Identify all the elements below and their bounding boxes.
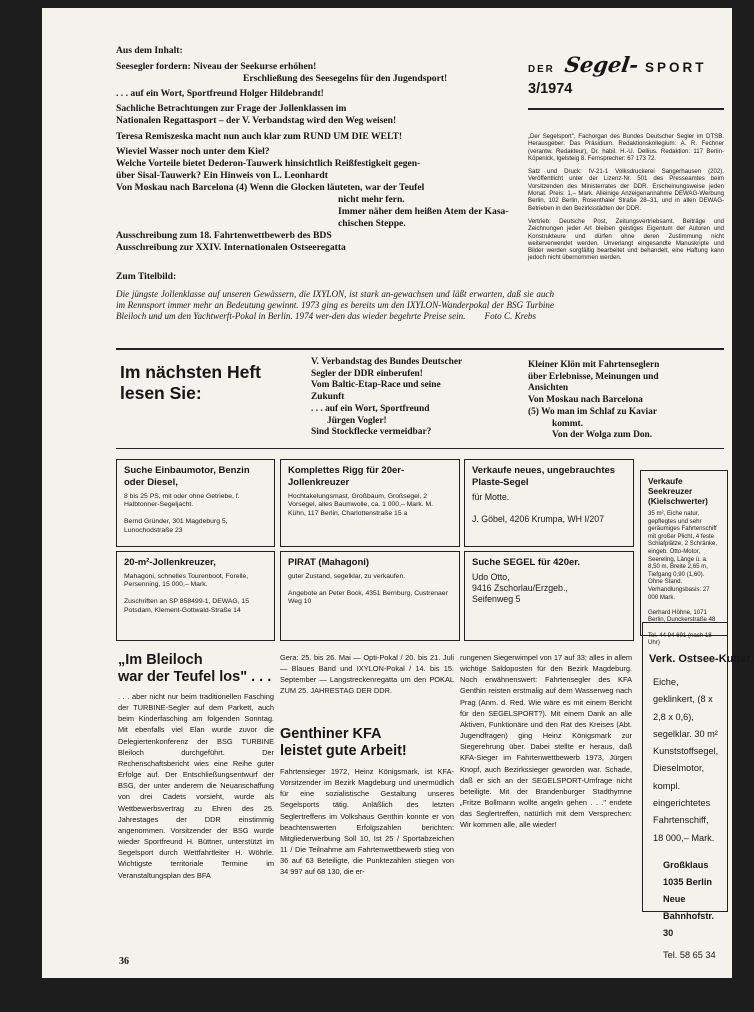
table-of-contents [116, 45, 552, 255]
imprint [528, 133, 724, 262]
next-issue-heading: Im nächsten Heft lesen Sie: [120, 362, 261, 403]
ads-top-rule [116, 448, 724, 449]
toc-line: Ausschreibung zur XXIV. Internationalen Ostseeregatta [116, 242, 346, 254]
ad-jollenkreuzer: 20-m²-Jollenkreuzer, Mahagoni, schnelles Tourenboot, Forelle, Persenning, 15 000,– Mark. Zuschriften an SP 858499-1, DEWAG, 15 Potsdam, Klement-Gottwald-Straße 14 [116, 551, 275, 641]
toc-line: Immer näher dem heißen Atem der Kasa- [338, 206, 509, 218]
ad-einbaumotor: Suche Einbaumotor, Benzin oder Diesel, 8 bis 25 PS, mit oder ohne Getriebe, f. Halbtonner-Segeljacht. Bernd Gründer, 301 Magdeburg 5, Lunochodstraße 23 [116, 459, 275, 547]
toc-line: nicht mehr fern. [338, 194, 405, 206]
imprint-publisher: „Der Segelsport", Fachorgan des Bundes Deutscher Segler im DTSB. Herausgeber: Das Präsidium. Redaktionskollegium: A. R. Fechner (verantw. Redakteur), Dr. habil. H.-U. Dellius. Redaktion: 117 Berlin-Köpenick, Igelsteig 8. Fernsprecher: 67 173 72. [528, 133, 724, 162]
ad-komplettes-rigg: Komplettes Rigg für 20er-Jollenkreuzer Hochtakelungsmast, Großbaum, Großsegel, 2 Vorsegel, alles Baumwolle, ca. 1 000,– Mark. M. Kühn, 117 Berlin, Charlottenstraße 15 a [280, 459, 460, 547]
cover-caption-text: Die jüngste Jollenklasse auf unseren Gewässern, die IXYLON, ist stark an-gewachsen und läßt erwarten, daß sie auch im Rennsport immer mehr an Bedeutung gewinnt. 1973 ging es bereits um den IXYLON-Wanderpokal der BSG Turbine Bleiloch und um den Yachtwerft-Pokal in Berlin. 1974 wer-den das wieder begehrte Preise sein. Foto C. Krebs [116, 289, 554, 321]
toc-heading: Aus dem Inhalt: [116, 45, 183, 56]
toc-line: Von Moskau nach Barcelona [116, 181, 234, 193]
ad-ostsee-kutter: Verk. Ostsee-Kutter, Eiche, geklinkert, (8 x 2,8 x 0,6), segelklar. 30 m² Kunststoffsegel, Dieselmotor, kompl. eingerichtetes Fahrtenschiff, 18 000,– Mark. Großklaus 1035 Berlin Neue Bahnhofstr. 30 Tel. 58 65 34 [642, 622, 728, 912]
article-genthin-title: Genthiner KFA leistet gute Arbeit! [280, 726, 407, 759]
masthead-der: DER [528, 64, 555, 75]
page-number: 36 [119, 956, 129, 967]
toc-line: über Sisal-Tauwerk? Ein Hinweis von L. Leonhardt [116, 169, 328, 181]
issue-number: 3/1974 [528, 81, 573, 97]
toc-line: Teresa Remiszeska macht nun auch klar zum RUND UM DIE WELT! [116, 130, 403, 142]
imprint-distribution: Vertrieb: Deutsche Post, Zeitungsvertriebsamt. Beiträge und Zeichnungen jeder Art bleiben geistiges Eigentum der Autoren und Konstrukteure und dürfen ohne deren Zustimmung nicht weiterverwendet werden. Unverlangt eingesandte Manuskripte und Bilder werden sorgfältig bearbeitet und behandelt, eine Haftung kann jedoch nicht übernommen werden. [528, 217, 724, 262]
magazine-page [42, 8, 754, 978]
article-genthin-text: Fahrtensieger 1972, Heinz Königsmark, ist KFA-Vorsitzender im Bezirk Magdeburg und unermüdlich für eine sozialistische Gestaltung unseres Segelsports tätig. Anläßlich des letzten Seglertreffens im Volkshaus Genthin konnte er von beachtenswerten Erfolgszahlen berichten: Mitgliederwerbung Soll 10, Ist 25 / Sportabzeichen 11 / Die Teilnahme am Fahrtenwettbewerb stieg von 36 auf 63 Beteiligte, die Punktezahlen stiegen von 34 997 auf 68 130, die er- [280, 767, 454, 877]
next-issue-list-a: V. Verbandstag des Bundes Deutscher Segler der DDR einberufen! Vom Baltic-Etap-Race und seine Zukunft . . . auf ein Wort, Sportfreund Jürgen Vogler! Sind Stockflecke vermeidbar? [311, 357, 463, 438]
toc-line: Seesegler fordern: Niveau der Seekurse erhöhen! [116, 61, 317, 73]
toc-number: (4) [235, 181, 248, 193]
article-genthin-continued: rungenen Siegerwimpel von 17 auf 33; alles in allem wichtige Saldoposten für den Bezirk Magdeburg. Noch erwähnenswert: Fahrtensegler des KFA Genthin reisten erstmalig auf dem Wasserweg nach Prag (Anm. d. Red. Wie wäre es mit einem Bericht für den SEGELSPORT?). Mit einem Dank an alle Aktiven, Funktionäre und den Rat des Kreises (Abt. Jugendfragen) ging Heinz Königsmark zur Siegerehrung über. Dabei stellte er heraus, daß KFA-Sieger im Fahrtenwettbewerb 1973, Jürgen Knopf, auch Bezirkssieger geworden war. Schade, daß er sich an der SEGELSPORT-Umfrage nicht beteiligte. Mit der Brandenburger Stadthymne „Fritze Bollmann wollte angeln gehen . . ." endete das Seglertreffen, natürlich mit dem Versprechen: Wir kommen alle, alle wieder! [460, 653, 632, 830]
toc-line: Wenn die Glocken läuteten, war der Teufel [249, 181, 425, 193]
section-rule [116, 348, 724, 350]
cover-caption-heading: Zum Titelbild: [116, 271, 177, 282]
masthead [528, 52, 728, 97]
ad-pirat: PIRAT (Mahagoni) guter Zustand, segelklar, zu verkaufen. Angebote an Peter Bock, 4351 Bernburg, Custrenaer Weg 10 [280, 551, 460, 641]
imprint-printing: Satz und Druck: IV-21-1 Volksdruckerei Sangerhausen (202). Veröffentlicht unter der Lizenz-Nr. 501 des Presseamtes beim Vorsitzenden des Ministerrates der DDR. Erscheinungsweise jeden Monat. Preis: 1,– Mark. Alleinige Anzeigenannahme DEWAG-Werbung Berlin, 102 Berlin, Rosenthaler Straße 28–31, und in allen DEWAG-Betrieben in den Bezirksstädten der DDR. [528, 168, 724, 212]
toc-line: Erschließung des Seesegelns für den Jugendsport! [243, 73, 448, 85]
ad-seekreuzer: Verkaufe Seekreuzer (Kielschwerter) 35 m², Eiche natur, gepflegtes und sehr geräumiges Fahrtenschiff mit großer Plicht, 4 feste Schlafplätze, 2 Schränke, eingeb. Otto-Motor, Seereling, Länge ü. a. 8,50 m, Breite 2,65 m, Tiefgang 0,90 (1,60). Ohne Stand. Verhandlungsbasis: 27 000 Mark. Gerhard Höhne, 1071 Berlin, Dunckerstraße 48 Tel. 44 94 691 (nach 18 Uhr) [640, 470, 728, 636]
toc-line: . . . auf ein Wort, Sportfreund Holger Hildebrandt! [116, 88, 324, 100]
toc-line: Sachliche Betrachtungen zur Frage der Jollenklassen im [116, 103, 347, 115]
next-issue-list-b: Kleiner Klön mit Fahrtenseglern über Erlebnisse, Meinungen und Ansichten Von Moskau nach Barcelona (5) Wo man im Schlaf zu Kaviar kommt. Von der Wolga zum Don. [528, 360, 660, 441]
masthead-rule [528, 108, 724, 110]
toc-line: Wieviel Wasser noch unter dem Kiel? [116, 145, 270, 157]
toc-line: chischen Steppe. [338, 218, 406, 230]
toc-line: Ausschreibung zum 18. Fahrtenwettbewerb des BDS [116, 230, 332, 242]
masthead-logo: Segel- [562, 52, 640, 77]
toc-line: Nationalen Regattasport – der V. Verbandstag wird den Weg weisen! [116, 115, 397, 127]
photo-credit: Foto C. Krebs [484, 310, 536, 321]
article-bleiloch-text: . . . aber nicht nur beim traditionellen Fasching der TURBINE-Segler auf dem Parkett, auch beim Kinderfasching am folgenden Sonntag. Mit ebenfalls viel Elan wurde zuvor die Delegiertenkonferenz der BSG TURBINE Bleiloch durchgeführt. Der Rechenschaftsbericht wies eine Reihe guter Erfolge auf. Der Entschließungsentwurf der BSG, der unter anderem die Neuanschaffung von drei Cadets vorsieht, wurde als Wettbewerbsvertrag zu Ehren des 25. Jahrestages der DDR einstimmig angenommen. Vorsitzender der BSG wurde wieder Sportfreund H. Büttner, unterstützt im Segelsport durch Wettfahrtleiter H. Wöhrle. Wichtigste territoriale Termine im Veranstaltungsplan des BFA [118, 692, 274, 880]
ad-plaste-segel: Verkaufe neues, ungebrauchtes Plaste-Segel für Motte. J. Göbel, 4206 Krumpa, WH I/207 [464, 459, 634, 547]
toc-line: Welche Vorteile bietet Dederon-Tauwerk hinsichtlich Reißfestigkeit gegen- [116, 157, 421, 169]
article-bleiloch-title: „Im Bleiloch war der Teufel los" . . . [118, 652, 272, 685]
ad-suche-segel: Suche SEGEL für 420er. Udo Otto, 9416 Zschorlau/Erzgeb., Seifenweg 5 [464, 551, 634, 641]
article-bleiloch-continued: Gera: 25. bis 26. Mai — Opti-Pokal / 20. bis 21. Juli — Blaues Band und IXYLON-Pokal / 14. bis 15. September — Langstreckenregatta um den POKAL ZUM 25. JAHRESTAG DER DDR. [280, 653, 454, 696]
masthead-sport: SPORT [644, 60, 707, 75]
